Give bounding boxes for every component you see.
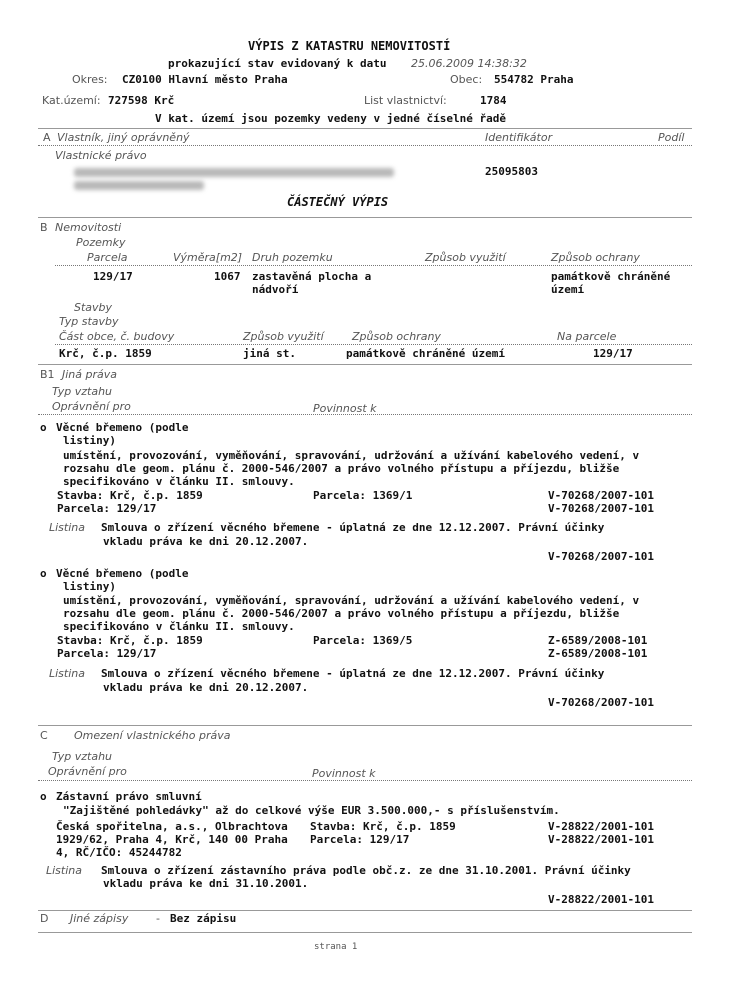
col-cast-obce: Část obce, č. budovy — [59, 330, 175, 343]
col-zpusob-ochrany: Způsob ochrany — [551, 251, 640, 264]
lv-label: List vlastnictví: — [364, 94, 447, 107]
c-creditor-line2: 1929/62, Praha 4, Krč, 140 00 Praha — [56, 833, 288, 846]
col-identifikator: Identifikátor — [485, 131, 553, 144]
footer-divider — [38, 932, 692, 933]
section-d-title: Jiné zápisy — [70, 912, 129, 925]
b1-entry1-bullet: o — [40, 421, 47, 434]
katuzemi-label: Kat.území: — [42, 94, 101, 107]
section-c-divider — [38, 725, 692, 726]
stavby-header-underline — [55, 344, 692, 345]
col-stavba-vyuziti: Způsob využití — [243, 330, 324, 343]
c-entry-bullet: o — [40, 790, 47, 803]
c-listina-label: Listina — [46, 864, 82, 877]
col-stavba-ochrana: Způsob ochrany — [352, 330, 441, 343]
okres-value: CZ0100 Hlavní město Praha — [122, 73, 288, 86]
b1-entry2-parcela: Parcela: 129/17 — [57, 647, 157, 660]
b1-entry2-bullet: o — [40, 567, 47, 580]
b1-entry1-title-line2: listiny) — [63, 434, 116, 447]
c-entry-title: Zástavní právo smluvní — [56, 790, 202, 803]
b1-entry1-parcela: Parcela: 129/17 — [57, 502, 157, 515]
b1-entry2-parcela-mid: Parcela: 1369/5 — [313, 634, 413, 647]
b1-entry1-listina-text2: vkladu práva ke dni 20.12.2007. — [103, 535, 309, 548]
section-b1-title: Jiná práva — [62, 368, 118, 381]
b1-entry1-desc3: specifikováno v článku II. smlouvy. — [63, 475, 295, 488]
owner-identifikator: 25095803 — [485, 165, 538, 178]
c-listina-text1: Smlouva o zřízení zástavního práva podle obč.z. ze dne 31.10.2001. Právní účinky — [101, 864, 631, 877]
obec-value: 554782 Praha — [494, 73, 574, 86]
b1-entry2-ref1: Z-6589/2008-101 — [548, 634, 648, 647]
b1-entry2-title-line2: listiny) — [63, 580, 116, 593]
c-listina-ref: V-28822/2001-101 — [548, 893, 654, 906]
b1-entry1-stavba: Stavba: Krč, č.p. 1859 — [57, 489, 203, 502]
section-b-title: Nemovitosti — [55, 221, 122, 234]
b1-entry1-desc2: rozsahu dle geom. plánu č. 2000-546/2007 a právo volného přístupu a příjezdu, bližše — [63, 462, 620, 475]
stavba-vyuziti: jiná st. — [243, 347, 296, 360]
b1-entry1-desc1: umístění, provozování, vyměňování, spravování, udržování a užívání kabelového vedení, v — [63, 449, 640, 462]
katuzemi-value: 727598 Krč — [108, 94, 175, 107]
b1-povinnost-k: Povinnost k — [313, 402, 377, 415]
b1-entry1-listina-text1: Smlouva o zřízení věcného břemene - úplatná ze dne 12.12.2007. Právní účinky — [101, 521, 605, 534]
b1-entry2-listina-text2: vkladu práva ke dni 20.12.2007. — [103, 681, 309, 694]
partial-extract-title: ČÁSTEČNÝ VÝPIS — [287, 195, 389, 209]
b1-entry2-desc1: umístění, provozování, vyměňování, spravování, udržování a užívání kabelového vedení, v — [63, 594, 640, 607]
col-podil: Podíl — [658, 131, 685, 144]
section-d-value: Bez zápisu — [170, 912, 237, 925]
obec-label: Obec: — [450, 73, 483, 86]
section-a-title: Vlastník, jiný oprávněný — [57, 131, 190, 144]
c-stavba: Stavba: Krč, č.p. 1859 — [310, 820, 456, 833]
pozemky-header-underline — [55, 265, 692, 266]
c-creditor-line3: 4, RČ/IČO: 45244782 — [56, 846, 182, 859]
section-c-title: Omezení vlastnického práva — [74, 729, 231, 742]
b1-entry1-ref2: V-70268/2007-101 — [548, 502, 654, 515]
c-typ-vztahu: Typ vztahu — [52, 750, 113, 763]
c-ref2: V-28822/2001-101 — [548, 833, 654, 846]
section-d-dash: - — [156, 912, 160, 925]
pozemek-vymera: 1067 — [214, 270, 241, 283]
b1-entry2-desc2: rozsahu dle geom. plánu č. 2000-546/2007 a právo volného přístupu a příjezdu, bližše — [63, 607, 620, 620]
stavba-ochrana: památkově chráněné území — [346, 347, 505, 360]
pozemek-ochrana-line1: památkově chráněné — [551, 270, 671, 283]
page-number: strana 1 — [314, 942, 358, 952]
col-vymera: Výměra[m2] — [173, 251, 243, 264]
stavba-cast-obce: Krč, č.p. 1859 — [59, 347, 152, 360]
pozemek-ochrana-line2: území — [551, 283, 585, 296]
stavba-na-parcele: 129/17 — [593, 347, 633, 360]
b1-entry2-stavba: Stavba: Krč, č.p. 1859 — [57, 634, 203, 647]
section-b1-letter: B1 — [40, 368, 55, 381]
b1-entry1-ref1: V-70268/2007-101 — [548, 489, 654, 502]
col-zpusob-vyuziti: Způsob využití — [425, 251, 506, 264]
b1-opravneni-pro: Oprávnění pro — [52, 400, 131, 413]
b1-entry2-listina-label: Listina — [49, 667, 85, 680]
pozemek-druh-line1: zastavěná plocha a — [252, 270, 372, 283]
section-a-subtitle: Vlastnické právo — [55, 149, 147, 162]
col-druh-pozemku: Druh pozemku — [252, 251, 333, 264]
section-c-letter: C — [40, 729, 48, 742]
redacted-owner-line-1 — [74, 168, 394, 177]
c-povinnost-k: Povinnost k — [312, 767, 376, 780]
b1-entry2-listina-text1: Smlouva o zřízení věcného břemene - úplatná ze dne 12.12.2007. Právní účinky — [101, 667, 605, 680]
section-b-divider — [38, 217, 692, 218]
b1-header-underline — [38, 414, 692, 415]
b1-entry1-parcela-mid: Parcela: 1369/1 — [313, 489, 413, 502]
b1-entry2-desc3: specifikováno v článku II. smlouvy. — [63, 620, 295, 633]
okres-label: Okres: — [72, 73, 108, 86]
c-opravneni-pro: Oprávnění pro — [48, 765, 127, 778]
c-parcela: Parcela: 129/17 — [310, 833, 410, 846]
redacted-owner-line-2 — [74, 181, 204, 190]
stavby-label: Stavby — [74, 301, 113, 314]
c-header-underline — [38, 780, 692, 781]
section-b1-divider — [38, 364, 692, 365]
col-parcela: Parcela — [87, 251, 128, 264]
section-d-letter: D — [40, 912, 49, 925]
lv-value: 1784 — [480, 94, 507, 107]
c-entry-desc: "Zajištěné pohledávky" až do celkové výše EUR 3.500.000,- s příslušenstvím. — [63, 804, 560, 817]
b1-entry1-listina-label: Listina — [49, 521, 85, 534]
pozemek-parcela: 129/17 — [93, 270, 133, 283]
section-a-letter: A — [43, 131, 51, 144]
b1-typ-vztahu: Typ vztahu — [52, 385, 113, 398]
status-date: 25.06.2009 14:38:32 — [411, 57, 527, 70]
c-listina-text2: vkladu práva ke dni 31.10.2001. — [103, 877, 309, 890]
b1-entry1-title-line1: Věcné břemeno (podle — [56, 421, 189, 434]
status-label: prokazující stav evidovaný k datu — [168, 57, 387, 70]
col-na-parcele: Na parcele — [557, 330, 617, 343]
section-d-divider — [38, 910, 692, 911]
section-a-divider — [38, 128, 692, 129]
c-creditor-line1: Česká spořitelna, a.s., Olbrachtova — [56, 820, 288, 833]
b1-entry1-listina-ref: V-70268/2007-101 — [548, 550, 654, 563]
header-note: V kat. území jsou pozemky vedeny v jedné číselné řadě — [155, 112, 506, 125]
pozemek-druh-line2: nádvoří — [252, 283, 299, 296]
b1-entry2-ref2: Z-6589/2008-101 — [548, 647, 648, 660]
c-ref1: V-28822/2001-101 — [548, 820, 654, 833]
section-a-header-underline — [38, 145, 692, 146]
typ-stavby-label: Typ stavby — [59, 315, 119, 328]
document-title: VÝPIS Z KATASTRU NEMOVITOSTÍ — [248, 39, 451, 53]
section-b-letter: B — [40, 221, 48, 234]
b1-entry2-title-line1: Věcné břemeno (podle — [56, 567, 189, 580]
b1-entry2-listina-ref: V-70268/2007-101 — [548, 696, 654, 709]
pozemky-label: Pozemky — [76, 236, 126, 249]
